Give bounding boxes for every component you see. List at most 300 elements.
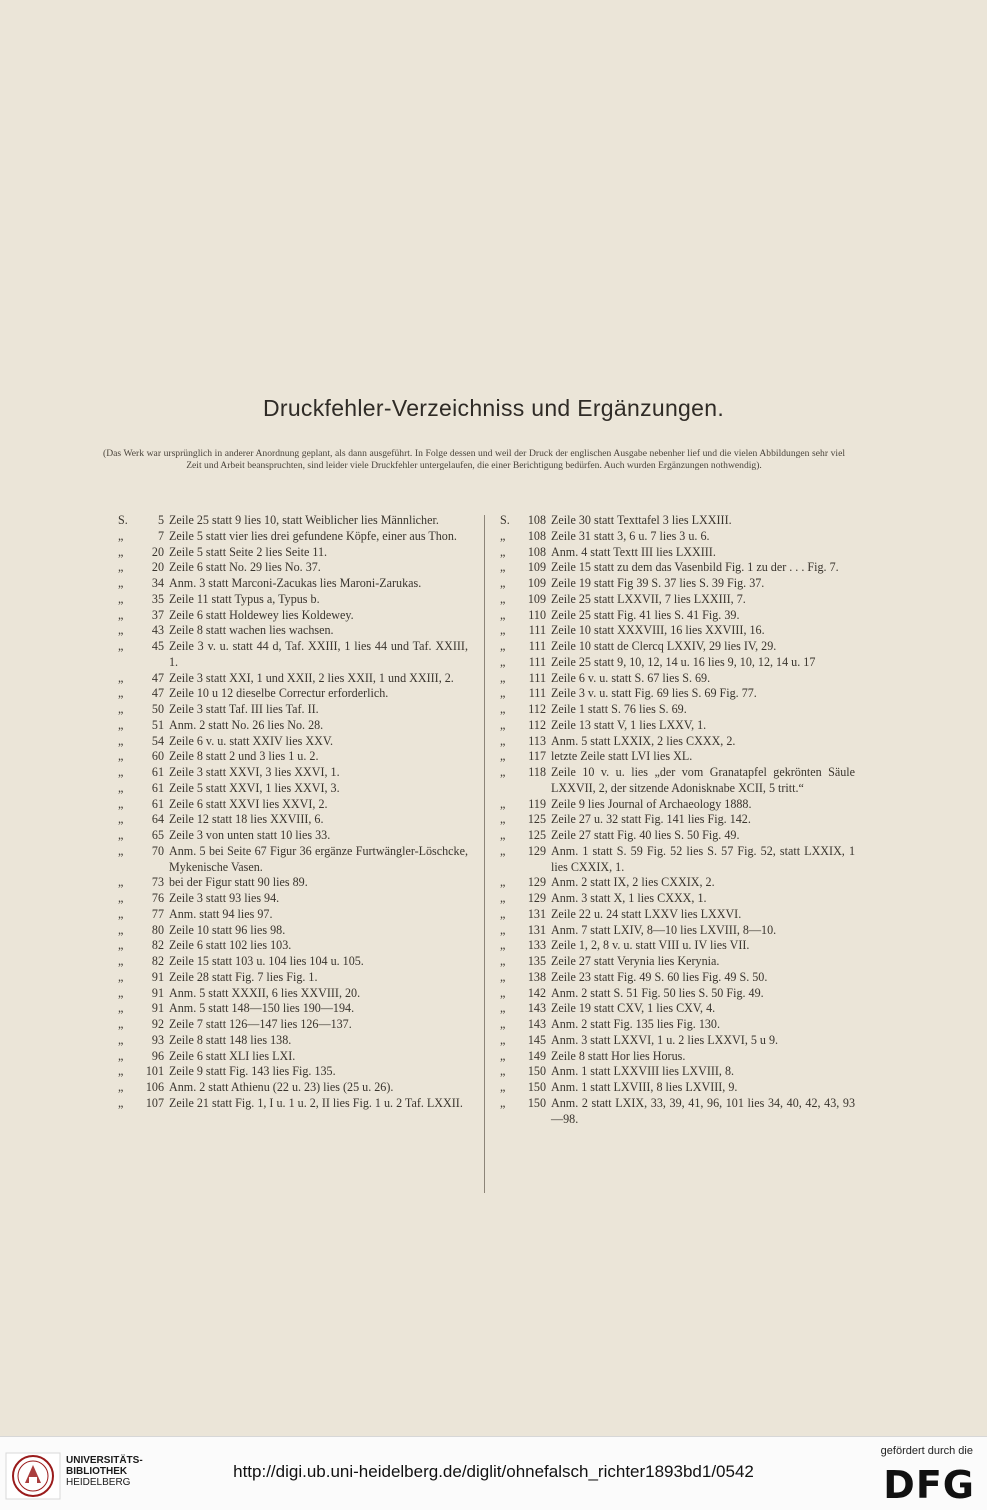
page-reference (118, 623, 164, 639)
page-number: 106 (145, 1080, 164, 1094)
page-number: 113 (528, 733, 546, 748)
ditto-mark: „ (118, 686, 124, 701)
correction-text: Zeile 7 statt 126—147 lies 126—137. (169, 1017, 352, 1031)
page-reference (500, 576, 546, 592)
erratum-entry (118, 529, 468, 545)
erratum-entry (500, 529, 855, 545)
correction-text: Zeile 3 statt Taf. III lies Taf. II. (169, 702, 319, 716)
page-number: 76 (151, 891, 164, 905)
ditto-mark: „ (118, 544, 124, 559)
correction-text: Zeile 1 statt S. 76 lies S. 69. (551, 702, 687, 716)
correction-text: Zeile 8 statt Hor lies Horus. (551, 1048, 686, 1063)
erratum-entry (500, 671, 855, 687)
erratum-entry (500, 1049, 855, 1065)
ditto-mark: „ (500, 560, 506, 575)
page-number: 77 (151, 906, 164, 921)
ditto-mark: „ (118, 670, 124, 685)
erratum-entry (118, 1080, 468, 1096)
page-reference (118, 529, 164, 545)
page-reference (500, 702, 546, 718)
ditto-mark: „ (118, 796, 124, 811)
page-number: 60 (151, 749, 164, 764)
erratum-entry (500, 623, 855, 639)
page-reference (118, 513, 164, 529)
page-reference (500, 686, 546, 702)
erratum-entry (500, 765, 855, 797)
page-number: 112 (528, 702, 546, 716)
page-reference (118, 1096, 164, 1112)
page-number: 117 (528, 749, 546, 764)
correction-text: Anm. 2 statt No. 26 lies No. 28. (169, 717, 324, 732)
correction-text: Anm. 5 statt 148—150 lies 190—194. (169, 1001, 355, 1016)
ditto-mark: „ (118, 938, 124, 953)
ditto-mark: „ (118, 591, 124, 606)
correction-text: Zeile 10 u 12 dieselbe Correctur erforderlich. (169, 686, 389, 701)
erratum-entry (500, 1001, 855, 1017)
page-reference (118, 702, 164, 718)
ditto-mark: „ (500, 591, 506, 606)
ditto-mark: „ (500, 1032, 506, 1047)
erratum-entry (118, 1064, 468, 1080)
ditto-mark: „ (500, 796, 506, 811)
page-number: 118 (528, 765, 546, 779)
page-reference (500, 1033, 546, 1049)
page-reference (118, 875, 164, 891)
correction-text: Anm. 5 statt XXXII, 6 lies XXVIII, 20. (169, 985, 361, 1000)
page-number: 20 (151, 560, 164, 575)
ditto-mark: „ (500, 922, 506, 937)
correction-text: Zeile 11 statt Typus a, Typus b. (169, 591, 320, 606)
correction-text: Zeile 31 statt 3, 6 u. 7 lies 3 u. 6. (551, 528, 710, 543)
correction-text: Zeile 9 lies Journal of Archaeology 1888. (551, 796, 752, 811)
page-reference (118, 592, 164, 608)
ditto-mark: „ (500, 1080, 506, 1094)
ditto-mark: „ (118, 1064, 124, 1079)
page-number: 65 (151, 828, 164, 842)
page-reference (118, 734, 164, 750)
ditto-mark: „ (118, 1017, 124, 1031)
source-url-link[interactable]: http://digi.ub.uni-heidelberg.de/diglit/ohnefalsch_richter1893bd1/0542 (233, 1462, 754, 1481)
erratum-entry (118, 797, 468, 813)
ditto-mark: „ (500, 733, 506, 748)
erratum-entry (118, 513, 468, 529)
erratum-entry (500, 592, 855, 608)
page-reference (500, 608, 546, 624)
correction-text: Zeile 3 statt 93 lies 94. (169, 891, 280, 905)
page-reference (118, 1049, 164, 1065)
ditto-mark: „ (118, 812, 124, 827)
page-number: 110 (528, 607, 546, 622)
erratum-entry (118, 765, 468, 781)
ditto-mark: „ (500, 1095, 506, 1110)
correction-text: Zeile 6 statt XLI lies LXI. (169, 1048, 296, 1063)
correction-text: Anm. 2 statt S. 51 Fig. 50 lies S. 50 Fig. 49. (551, 985, 764, 1000)
erratum-entry (500, 907, 855, 923)
erratum-entry (500, 718, 855, 734)
page-reference (118, 671, 164, 687)
page-number: 96 (151, 1048, 164, 1063)
page-number: 112 (528, 717, 546, 732)
correction-text: Anm. 1 statt S. 59 Fig. 52 lies S. 57 Fig. 52, statt LXXIX, 1 lies CXXIX, 1. (551, 843, 855, 874)
correction-text: Zeile 25 statt 9 lies 10, statt Weiblicher lies Männlicher. (169, 513, 439, 527)
page-number: 145 (527, 1032, 546, 1047)
erratum-entry (118, 828, 468, 844)
page-number: 101 (145, 1064, 164, 1079)
correction-text: Zeile 10 statt de Clercq LXXIV, 29 lies IV, 29. (551, 639, 777, 653)
erratum-entry (500, 1033, 855, 1049)
page-reference (118, 1064, 164, 1080)
correction-text: Zeile 21 statt Fig. 1, I u. 1 u. 2, II lies Fig. 1 u. 2 Taf. LXXII. (169, 1095, 463, 1110)
ditto-mark: „ (118, 528, 124, 543)
correction-text: Zeile 6 v. u. statt S. 67 lies S. 69. (551, 670, 711, 685)
page-reference (500, 623, 546, 639)
ditto-mark: „ (118, 906, 124, 921)
page-reference (500, 891, 546, 907)
left-column (118, 513, 468, 1112)
ditto-mark: „ (118, 985, 124, 1000)
ditto-mark: „ (500, 906, 506, 921)
page-number: 111 (528, 639, 546, 653)
page-number: 111 (528, 686, 546, 701)
correction-text: Anm. 3 statt X, 1 lies CXXX, 1. (551, 891, 707, 905)
ditto-mark: „ (118, 1095, 124, 1110)
page-reference (118, 1017, 164, 1033)
page-reference (118, 1033, 164, 1049)
page-number: 111 (528, 654, 546, 669)
ditto-mark: „ (500, 765, 506, 779)
page-number: 143 (527, 1017, 546, 1031)
page-reference (118, 686, 164, 702)
correction-text: Anm. 1 statt LXXVIII lies LXVIII, 8. (551, 1064, 735, 1079)
page-reference (118, 639, 164, 671)
ditto-mark: „ (500, 1017, 506, 1031)
erratum-entry (118, 1033, 468, 1049)
correction-text: Zeile 3 statt XXVI, 3 lies XXVI, 1. (169, 765, 340, 779)
erratum-entry (118, 812, 468, 828)
erratum-entry (500, 513, 855, 529)
erratum-entry (500, 639, 855, 655)
page-number: 64 (151, 812, 164, 827)
footer-bar (0, 1436, 987, 1510)
erratum-entry (500, 954, 855, 970)
page-number: 129 (527, 843, 546, 858)
page-reference (118, 765, 164, 781)
page-reference (118, 749, 164, 765)
page-number: 37 (151, 607, 164, 622)
correction-text: Zeile 12 statt 18 lies XXVIII, 6. (169, 812, 324, 827)
page-number: 80 (151, 922, 164, 937)
page-number: 51 (151, 717, 164, 732)
page-reference (118, 781, 164, 797)
page-reference (500, 655, 546, 671)
erratum-entry (118, 749, 468, 765)
correction-text: Zeile 19 statt CXV, 1 lies CXV, 4. (551, 1001, 716, 1016)
page-reference (500, 812, 546, 828)
correction-text: Zeile 6 statt XXVI lies XXVI, 2. (169, 796, 328, 811)
ditto-mark: „ (118, 780, 124, 795)
page-number: 119 (528, 796, 546, 811)
correction-text: Zeile 10 v. u. lies „der vom Granatapfel gekrönten Säule LXXVII, 2, der sitzende Adonisknabe XCII, 5 tritt.“ (551, 765, 855, 795)
erratum-entry (118, 592, 468, 608)
erratum-entry (500, 1080, 855, 1096)
erratum-entry (118, 781, 468, 797)
right-column (500, 513, 855, 1127)
erratum-entry (500, 875, 855, 891)
page-number: 50 (151, 702, 164, 716)
funding-label: gefördert durch die (880, 1445, 973, 1457)
library-name-line-1: UNIVERSITÄTS- (66, 1455, 143, 1466)
page-reference (500, 560, 546, 576)
erratum-entry (500, 970, 855, 986)
page-number: 35 (151, 591, 164, 606)
erratum-entry (500, 891, 855, 907)
correction-text: Zeile 30 statt Texttafel 3 lies LXXIII. (551, 513, 732, 527)
ditto-mark: „ (500, 528, 506, 543)
erratum-entry (500, 576, 855, 592)
ditto-mark: „ (118, 765, 124, 779)
erratum-entry (500, 812, 855, 828)
ditto-mark: „ (500, 1048, 506, 1063)
page-number: 92 (151, 1017, 164, 1031)
correction-text: Anm. 5 bei Seite 67 Figur 36 ergänze Furtwängler-Löschcke, Mykenische Vasen. (169, 843, 468, 874)
ditto-mark: „ (118, 875, 124, 890)
erratum-entry (500, 734, 855, 750)
page-reference (118, 938, 164, 954)
ditto-mark: „ (118, 560, 124, 575)
ditto-mark: „ (118, 576, 124, 590)
page-reference (118, 545, 164, 561)
column-divider (484, 515, 485, 1193)
erratum-entry (118, 608, 468, 624)
page-number: 133 (527, 938, 546, 953)
ditto-mark: „ (118, 891, 124, 905)
page-reference (500, 513, 546, 529)
erratum-entry (500, 828, 855, 844)
page-number: 111 (528, 670, 546, 685)
ditto-mark: „ (500, 938, 506, 953)
page-number: 45 (151, 639, 164, 653)
ditto-mark: „ (500, 749, 506, 764)
page-number: 150 (527, 1095, 546, 1110)
ditto-mark: „ (500, 875, 506, 890)
page-title: Druckfehler-Verzeichniss und Ergänzungen. (262, 395, 725, 421)
correction-text: Zeile 15 statt zu dem das Vasenbild Fig. 1 zu der . . . Fig. 7. (551, 560, 839, 575)
erratum-entry (118, 576, 468, 592)
ditto-mark: „ (118, 922, 124, 937)
page-reference (500, 749, 546, 765)
intro-note: (Das Werk war ursprünglich in anderer Anordnung geplant, als dann ausgeführt. In Folge dessen und weil der Druck der englischen Ausgabe nebenher lief und die vielen Abbildungen sehr viel Zeit und Arbeit beanspruchten, sind leider viele Druckfehler untergelaufen, die einer Berichtigung bedürfen. Auch wurden Ergänzungen nothwendig). (103, 448, 845, 472)
page-reference (500, 592, 546, 608)
ditto-mark: „ (118, 702, 124, 716)
erratum-entry (500, 702, 855, 718)
erratum-entry (500, 655, 855, 671)
page-reference (500, 529, 546, 545)
correction-text: Zeile 6 statt Holdewey lies Koldewey. (169, 607, 354, 622)
correction-text: Zeile 6 statt No. 29 lies No. 37. (169, 560, 321, 575)
correction-text: Zeile 8 statt wachen lies wachsen. (169, 623, 334, 638)
page-reference (118, 1080, 164, 1096)
erratum-entry (500, 560, 855, 576)
page-number: 138 (527, 969, 546, 984)
correction-text: Anm. 2 statt LXIX, 33, 39, 41, 96, 101 lies 34, 40, 42, 43, 93—98. (551, 1095, 855, 1126)
erratum-entry (500, 923, 855, 939)
page-number: 82 (151, 954, 164, 968)
erratum-entry (118, 1001, 468, 1017)
ditto-mark: „ (500, 812, 506, 827)
ditto-mark: „ (118, 717, 124, 732)
page-reference (500, 734, 546, 750)
page-reference (500, 639, 546, 655)
erratum-entry (500, 1017, 855, 1033)
correction-text: Anm. 3 statt LXXVI, 1 u. 2 lies LXXVI, 5 u 9. (551, 1032, 779, 1047)
erratum-entry (118, 954, 468, 970)
correction-text: Zeile 9 statt Fig. 143 lies Fig. 135. (169, 1064, 336, 1079)
correction-text: Zeile 5 statt XXVI, 1 lies XXVI, 3. (169, 780, 340, 795)
erratum-entry (500, 749, 855, 765)
page-reference (118, 986, 164, 1002)
page-reference (118, 970, 164, 986)
correction-text: Zeile 28 statt Fig. 7 lies Fig. 1. (169, 969, 318, 984)
page-number: 20 (151, 544, 164, 559)
page-reference (500, 986, 546, 1002)
correction-text: Zeile 10 statt 96 lies 98. (169, 922, 286, 937)
page-reference (118, 828, 164, 844)
erratum-entry (118, 844, 468, 876)
ditto-mark: „ (500, 717, 506, 732)
correction-text: Anm. 1 statt LXVIII, 8 lies LXVIII, 9. (551, 1080, 738, 1094)
page-reference (118, 1001, 164, 1017)
erratum-entry (118, 891, 468, 907)
ditto-mark: „ (500, 1001, 506, 1016)
page-reference (118, 718, 164, 734)
ditto-mark: „ (118, 828, 124, 842)
correction-text: Zeile 3 von unten statt 10 lies 33. (169, 828, 331, 842)
page-reference (500, 1096, 546, 1128)
correction-text: Zeile 6 v. u. statt XXIV lies XXV. (169, 733, 334, 748)
page-number: 109 (527, 576, 546, 590)
page-number: 82 (151, 938, 164, 953)
erratum-entry (118, 1049, 468, 1065)
ditto-mark: „ (118, 623, 124, 638)
page-reference (500, 797, 546, 813)
page-reference (118, 923, 164, 939)
correction-text: Zeile 3 v. u. statt Fig. 69 lies S. 69 Fig. 77. (551, 686, 757, 701)
page-number: 135 (527, 954, 546, 968)
page-number: 34 (151, 576, 164, 590)
erratum-entry (500, 1096, 855, 1128)
page-reference (500, 671, 546, 687)
ditto-mark: „ (118, 1032, 124, 1047)
correction-text: Anm. 5 statt LXXIX, 2 lies CXXX, 2. (551, 733, 736, 748)
erratum-entry (118, 639, 468, 671)
correction-text: Zeile 27 statt Fig. 40 lies S. 50 Fig. 49. (551, 828, 740, 842)
library-name-line-2: BIBLIOTHEK (66, 1466, 128, 1477)
erratum-entry (118, 938, 468, 954)
ditto-mark: „ (118, 1080, 124, 1094)
correction-text: Zeile 3 statt XXI, 1 und XXII, 2 lies XXII, 1 und XXIII, 2. (169, 670, 454, 685)
ditto-mark: „ (118, 639, 124, 653)
ditto-mark: „ (500, 954, 506, 968)
correction-text: Zeile 25 statt Fig. 41 lies S. 41 Fig. 39. (551, 607, 740, 622)
page-number: 47 (151, 670, 164, 685)
correction-text: Anm. 4 statt Textt III lies LXXIII. (551, 544, 716, 559)
page-number: 91 (151, 1001, 164, 1016)
page-reference (500, 954, 546, 970)
page-reference (500, 718, 546, 734)
dfg-logo: DFG (883, 1463, 975, 1507)
page-number: 149 (527, 1048, 546, 1063)
correction-text: Anm. statt 94 lies 97. (169, 906, 273, 921)
page-reference (118, 844, 164, 876)
ditto-mark: „ (500, 654, 506, 669)
page-number: 129 (527, 875, 546, 890)
ditto-mark: „ (500, 623, 506, 638)
correction-text: Zeile 5 statt vier lies drei gefundene Köpfe, einer aus Thon. (169, 528, 457, 543)
erratum-entry (118, 970, 468, 986)
page-number: 131 (527, 922, 546, 937)
page-reference (118, 812, 164, 828)
ditto-mark: „ (500, 843, 506, 858)
page-reference (118, 576, 164, 592)
page-number: 61 (151, 765, 164, 779)
correction-text: Zeile 6 statt 102 lies 103. (169, 938, 292, 953)
correction-text: Anm. 7 statt LXIV, 8—10 lies LXVIII, 8—10. (551, 922, 777, 937)
page-number: 7 (157, 528, 164, 543)
ditto-mark: „ (118, 1001, 124, 1016)
erratum-entry (500, 844, 855, 876)
page-reference (500, 970, 546, 986)
erratum-entry (118, 686, 468, 702)
library-name-line-3: HEIDELBERG (66, 1477, 131, 1488)
page-reference (500, 765, 546, 797)
page-number: 109 (527, 560, 546, 575)
page-reference (500, 1017, 546, 1033)
page-number: 70 (151, 843, 164, 858)
erratum-entry (500, 608, 855, 624)
ditto-mark: „ (500, 607, 506, 622)
page-reference (500, 1080, 546, 1096)
correction-text: Zeile 23 statt Fig. 49 S. 60 lies Fig. 49 S. 50. (551, 969, 768, 984)
page-number: 108 (527, 513, 546, 527)
ditto-mark: S. (118, 513, 128, 527)
page-number: 109 (527, 591, 546, 606)
page-number: 43 (151, 623, 164, 638)
page-reference (500, 844, 546, 876)
page-number: 129 (527, 891, 546, 905)
erratum-entry (118, 623, 468, 639)
correction-text: Zeile 22 u. 24 statt LXXV lies LXXVI. (551, 906, 742, 921)
correction-text: Zeile 25 statt LXXVII, 7 lies LXXIII, 7. (551, 591, 746, 606)
page-number: 91 (151, 985, 164, 1000)
page-number: 125 (527, 828, 546, 842)
correction-text: Zeile 8 statt 2 und 3 lies 1 u. 2. (169, 749, 319, 764)
page-number: 131 (527, 906, 546, 921)
ditto-mark: „ (118, 733, 124, 748)
page-reference (500, 923, 546, 939)
correction-text: Zeile 10 statt XXXVIII, 16 lies XXVIII, 16. (551, 623, 765, 638)
erratum-entry (500, 797, 855, 813)
page-reference (118, 907, 164, 923)
page-number: 142 (527, 985, 546, 1000)
erratum-entry (118, 907, 468, 923)
ditto-mark: „ (118, 749, 124, 764)
page-number: 108 (527, 528, 546, 543)
page-number: 5 (157, 513, 164, 527)
page-number: 107 (145, 1095, 164, 1110)
ditto-mark: „ (118, 1048, 124, 1063)
ditto-mark: „ (118, 969, 124, 984)
ditto-mark: „ (500, 969, 506, 984)
